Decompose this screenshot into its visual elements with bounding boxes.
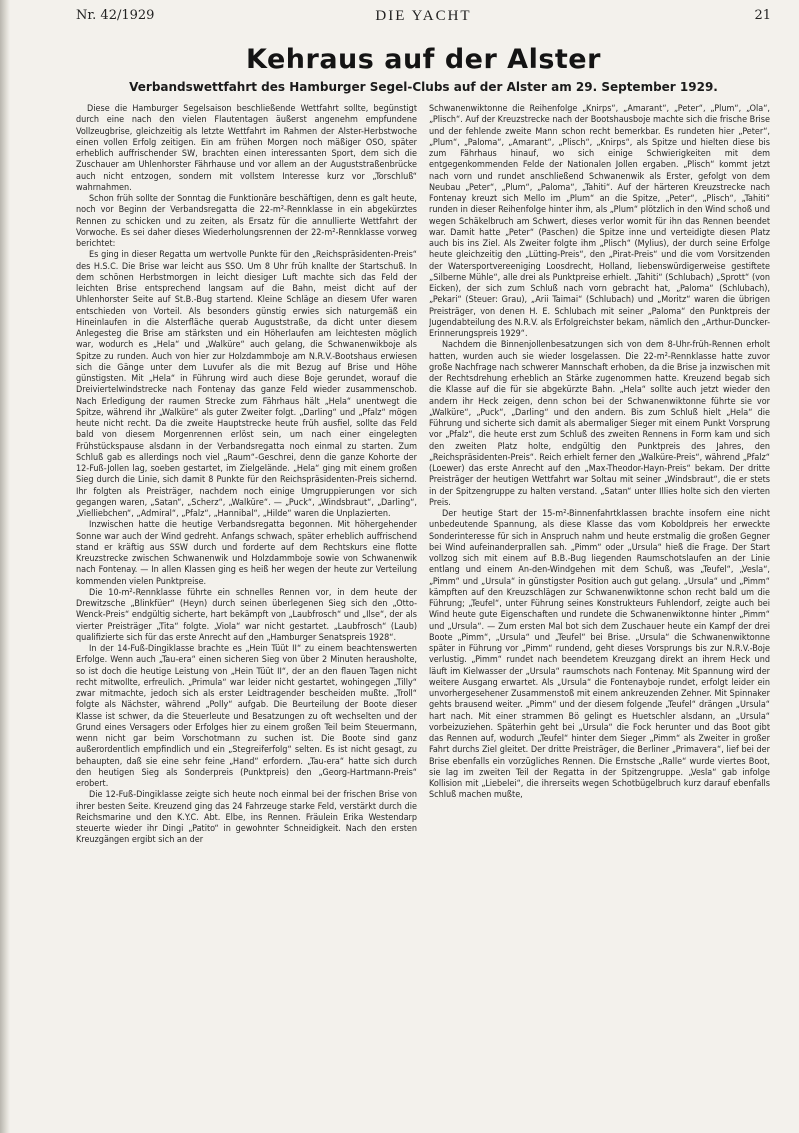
right-column [429,104,770,1122]
paragraph: Die 12-Fuß-Dingiklasse zeigte sich heute noch einmal bei der frischen Brise von ihrer besten Seite. Kreuzend ging das 24 Fahrzeuge starke Feld, verstärkt durch die Reichsmarine und den K.Y.C. Abt. Elbe, ins Rennen. Fräulein Erika Westendarp steuerte wieder ihr Dingi „Patito“ in gewohnter Schneidigkeit. Nach den ersten Kreuzgängen ergibt sich an der [76,790,417,846]
article-body [76,104,770,1122]
page-binding-edge [0,0,10,1133]
magazine-title: DIE YACHT [375,8,472,24]
page-number: 21 [754,8,771,23]
paragraph: Diese die Hamburger Segelsaison beschließende Wettfahrt sollte, begünstigt durch eine nach den vielen Flautentagen äußerst angenehm empfundene Vollzeugbrise, gleichzeitig als letzte Wettfahrt im Rahmen der Alster-Herbstwoche einen vollen Erfolg zeitigen. Ein am frühen Morgen noch mäßiger OSO, später erheblich auffrischender SW, brachten einen interessanten Sport, dem sich die Zuschauer am Uhlenhorster Fährhause und vor allem an der Auguststraßenbrücke auch nicht entzogen, sondern mit vollstem Interesse kurz vor „Torschluß“ wahrnahmen. [76,104,417,193]
paragraph: Es ging in dieser Regatta um wertvolle Punkte für den „Reichspräsidenten-Preis“ des H.S.C. Die Brise war leicht aus SSO. Um 8 Uhr früh knallte der Startschuß. In dem schönen Herbstmorgen in leicht diesiger Luft machte sich das Feld der leichten Brise entsprechend langsam auf die Bahn, meist dicht auf der Uhlenhorster Seite auf St.B.-Bug startend. Kleine Schläge an diesem Ufer waren entschieden von Vorteil. Als besonders günstig erwies sich naturgemäß ein Hineinlaufen in die Alsterfläche querab Auguststraße, da dicht unter diesem Anlegesteg die Brise am stärksten und ein Höherlaufen am leichtesten möglich war, wodurch es „Hela“ und „Walküre“ auch gelang, die Schwanenwikboje als Spitze zu runden. Auch von hier zur Holzdammboje am N.R.V.-Bootshaus erwiesen sich die Gänge unter dem Luvufer als die mit Bezug auf Brise und Höhe günstigsten. Mit „Hela“ in Führung wird auch diese Boje gerundet, worauf die Dreiviertelwindstrecke nach Fontenay das ganze Feld wieder zusammenschob. Nach Erledigung der raumen Strecke zum Fährhaus hält „Hela“ unentwegt die Spitze, während ihr „Walküre“ als guter Zweiter folgt. „Darling“ und „Pfalz“ mögen heute nicht recht. Da die zweite Hauptstrecke heute früh ausfiel, sollte das Feld bald von diesem Morgenrennen erlöst sein, um nach einer eingelegten Frühstückspause alsdann in der Verbandsregatta noch einmal zu starten. Zum Schluß gab es allerdings noch viel „Raum“-Geschrei, denn die ganze Kohorte der 12-Fuß-Jollen lag, soeben gestartet, im Zielgelände. „Hela“ ging mit einem großen Sieg durch die Linie, sich damit 8 Punkte für den Reichspräsidenten-Preis sichernd. Ihr folgten als Preisträger, nachdem noch einige Umgruppierungen vor sich gegangen waren, „Satan“, „Scherz“, „Walküre“. — „Puck“, „Windsbraut“, „Darling“, „Vielliebchen“, „Admiral“, „Pfalz“, „Hannibal“, „Hilde“ waren die Unplazierten. [76,250,417,519]
paragraph: Die 10-m²-Rennklasse führte ein schnelles Rennen vor, in dem heute der Drewitzsche „Blinkfüer“ (Heyn) durch seinen überlegenen Sieg sich den „Otto-Wenck-Preis“ endgültig sicherte, hart bekämpft von „Laubfrosch“ und „Ilse“, der als vierter Preisträger „Tita“ folgte. „Viola“ war nicht gestartet. „Laubfrosch“ (Laub) qualifizierte sich für das erste Anrecht auf den „Hamburger Senatspreis 1928“. [76,587,417,643]
article-title: Kehraus auf der Alster [246,44,601,75]
paragraph: Schwanenwiktonne die Reihenfolge „Knirps“, „Amarant“, „Peter“, „Plum“, „Ola“, „Plisch“. Auf der Kreuzstrecke nach der Bootshausboje machte sich die frische Brise und der fehlende zweite Mann schon recht bemerkbar. Es rundeten hier „Peter“, „Plum“, „Paloma“, „Amarant“, „Plisch“, „Knirps“, als Spitze und hielten diese bis zum Fährhaus hinauf, wo sich einige Schwierigkeiten mit dem entgegenkommenden Felde der Nationalen Jollen ergaben. „Plisch“ kommt jetzt nach vorn und rundet anschließend Schwanenwik als Erster, gefolgt von dem Neubau „Peter“, „Plum“, „Paloma“, „Tahiti“. Auf der härteren Kreuzstrecke nach Fontenay kreuzt sich Mello im „Plum“ an die Spitze, „Peter“, „Plisch“, „Tahiti“ runden in dieser Reihenfolge hinter ihm, als „Plum“ plötzlich in den Wind schoß und wegen Schäkelbruch am Schwert, dieses verlor womit für ihn das Rennen beendet war. Damit hatte „Peter“ (Paschen) die Spitze inne und verteidigte diesen Platz auch bis ins Ziel. Als Zweiter folgte ihm „Plisch“ (Mylius), der durch seine Erfolge heute gleichzeitig den „Lütting-Preis“, den „Pirat-Preis“ und die vom Vorsitzenden der Watersportvereeniging Loosdrecht, Holland, liebenswürdigerweise gestiftete „Silberne Mühle“, alle drei als Punktpreise erhielt. „Tahiti“ (Schlubach) „Sprott“ (von Eicken), der sich zum Schluß nach vorn gebracht hat, „Paloma“ (Schlubach), „Pekari“ (Steuer: Grau), „Arii Taimai“ (Schlubach) und „Moritz“ waren die übrigen Preisträger, von denen H. E. Schlubach mit seiner „Paloma“ den Punktpreis der Jugendabteilung des N.R.V. als Erfolgreichster bekam, nämlich den „Arthur-Duncker-Erinnerungspreis 1929“. [429,104,770,339]
issue-number: Nr. 42/1929 [76,8,155,23]
article-subtitle: Verbandswettfahrt des Hamburger Segel-Clubs auf der Alster am 29. September 1929. [129,80,718,94]
paragraph: In der 14-Fuß-Dingiklasse brachte es „Hein Tüüt II“ zu einem beachtenswerten Erfolge. Wenn auch „Tau-era“ einen sicheren Sieg von über 2 Minuten herausholte, so ist doch die heutige Leistung von „Hein Tüüt II“, der an den flauen Tagen nicht recht mitwollte, erfreulich. „Primula“ war leider nicht gestartet, wohingegen „Tilly“ zwar mitmachte, jedoch sich als erster Leidtragender bescheiden mußte. „Troll“ folgte als Nächster, während „Polly“ aufgab. Die Beurteilung der Boote dieser Klasse ist schwer, da die Steuerleute und Besatzungen zu oft wechselten und der Grund eines Versagers oder Erfolges hier zu einem großen Teil beim Steuermann, wenn nicht gar beim Vorschotmann zu suchen ist. Die Boote sind ganz außerordentlich empfindlich und ein „Stegreiferfolg“ selten. Es ist nicht gesagt, zu behaupten, daß sie eine sehr feine „Hand“ erfordern. „Tau-era“ hatte sich durch den heutigen Sieg als Sonderpreis (Punktpreis) den „Georg-Hartmann-Preis“ erobert. [76,644,417,789]
paragraph: Nachdem die Binnenjollenbesatzungen sich von dem 8-Uhr-früh-Rennen erholt hatten, wurden auch sie wieder losgelassen. Die 22-m²-Rennklasse hatte zuvor große Nachfrage nach schwerer Mannschaft erhoben, da die Brise ja inzwischen mit der Rechtsdrehung erheblich an Stärke zugenommen hatte. Kreuzend begab sich die Klasse auf die für sie abgekürzte Bahn. „Hela“ sollte auch jetzt wieder den andern ihr Heck zeigen, denn schon bei der Schwanenwiktonne führte sie vor „Walküre“, „Puck“, „Darling“ und den andern. Bis zum Schluß hielt „Hela“ die Führung und sicherte sich damit als abermaliger Sieger mit einem Punkt Vorsprung vor „Pfalz“, die heute erst zum Schluß des zweiten Rennens in Form kam und sich den zweiten Platz holte, endgültig den Punktpreis des Jahres, den „Reichspräsidenten-Preis“. Reich erhielt ferner den „Walküre-Preis“, während „Pfalz“ (Loewer) das erste Anrecht auf den „Max-Theodor-Hayn-Preis“ bekam. Der dritte Preisträger der heutigen Wettfahrt war Soltau mit seiner „Windsbraut“, die er stets in der Spitzengruppe zu halten verstand. „Satan“ unter Illies holte sich den vierten Preis. [429,340,770,508]
running-header [76,8,771,28]
paragraph: Schon früh sollte der Sonntag die Funktionäre beschäftigen, denn es galt heute, noch vor Beginn der Verbandsregatta die 22-m²-Rennklasse in ein abgekürztes Rennen zu schicken und zu zeiten, als Ersatz für die annullierte Wettfahrt der Vorwoche. Es sei daher dieses Wiederholungsrennen der 22-m²-Rennklasse vorweg berichtet: [76,194,417,249]
left-column [76,104,417,1122]
paragraph: Inzwischen hatte die heutige Verbandsregatta begonnen. Mit höhergehender Sonne war auch der Wind gedreht. Anfangs schwach, später erheblich auffrischend stand er kräftig aus SSW durch und forderte auf dem Rechtskurs eine flotte Kreuzstrecke zwischen Schwanenwik und Holzdammboje sowie von Schwanenwik nach Fontenay. — In allen Klassen ging es heiß her wegen der heute zur Verteilung kommenden vielen Punktpreise. [76,520,417,587]
paragraph: Der heutige Start der 15-m²-Binnenfahrtklassen brachte insofern eine nicht unbedeutende Spannung, als diese Klasse das vom Koboldpreis her erweckte Sonderinteresse für sich in Anspruch nahm und heute erstmalig die großen Gegner bei Wind aufeinanderprallen sah. „Pimm“ oder „Ursula“ hieß die Frage. Der Start vollzog sich mit einem auf B.B.-Bug liegenden Raumschotslaufen an der Linie entlang und einem An-den-Windgehen mit dem Schuß, was „Teufel“, „Vesla“, „Pimm“ und „Ursula“ in günstigster Position auch gut gelang. „Ursula“ und „Pimm“ kämpften auf den Kreuzschlägen zur Schwanenwiktonne schon recht bald um die Führung; „Teufel“, unter Führung seines Konstrukteurs Fuhlendorf, zeigte auch bei Wind heute gute Eigenschaften und rundete die Schwanenwiktonne hinter „Pimm“ und „Ursula“. — Zum ersten Mal bot sich dem Zuschauer heute ein Kampf der drei Boote „Pimm“, „Ursula“ und „Teufel“ bei Brise. „Ursula“ die Schwanenwiktonne später in Führung vor „Pimm“ rundend, geht dieses Vorsprungs bis zur N.R.V.-Boje verlustig. „Pimm“ rundet nach beendetem Kreuzgang direkt an ihrem Heck und läuft im Kielwasser der „Ursula“ raumschots nach Fontenay. Mit Spannung wird der weitere Ausgang erwartet. Als „Ursula“ die Fontenayboje rundet, erfolgt leider ein unvorhergesehener Zusammenstoß mit einem ankreuzenden Zehner. Mit Spinnaker gehts brausend weiter. „Pimm“ und der diesem folgende „Teufel“ drängen „Ursula“ hart nach. Mit einer strammen Bö gelingt es Huetschler alsdann, an „Ursula“ vorbeizuziehen. Späterhin geht bei „Ursula“ die Fock herunter und das Boot gibt das Rennen auf, wodurch „Teufel“ hinter dem Sieger „Pimm“ als Zweiter in großer Fahrt durchs Ziel gleitet. Der dritte Preisträger, die Berliner „Primavera“, lief bei der Brise ebenfalls ein vorzügliches Rennen. Die Ernstsche „Ralle“ wurde viertes Boot, sie lag im zweiten Teil der Regatta in der Spitzengruppe. „Vesla“ gab infolge Kollision mit „Liebelei“, die ihrerseits wegen Schotbügelbruch kurz darauf ebenfalls Schluß machen mußte, [429,509,770,801]
